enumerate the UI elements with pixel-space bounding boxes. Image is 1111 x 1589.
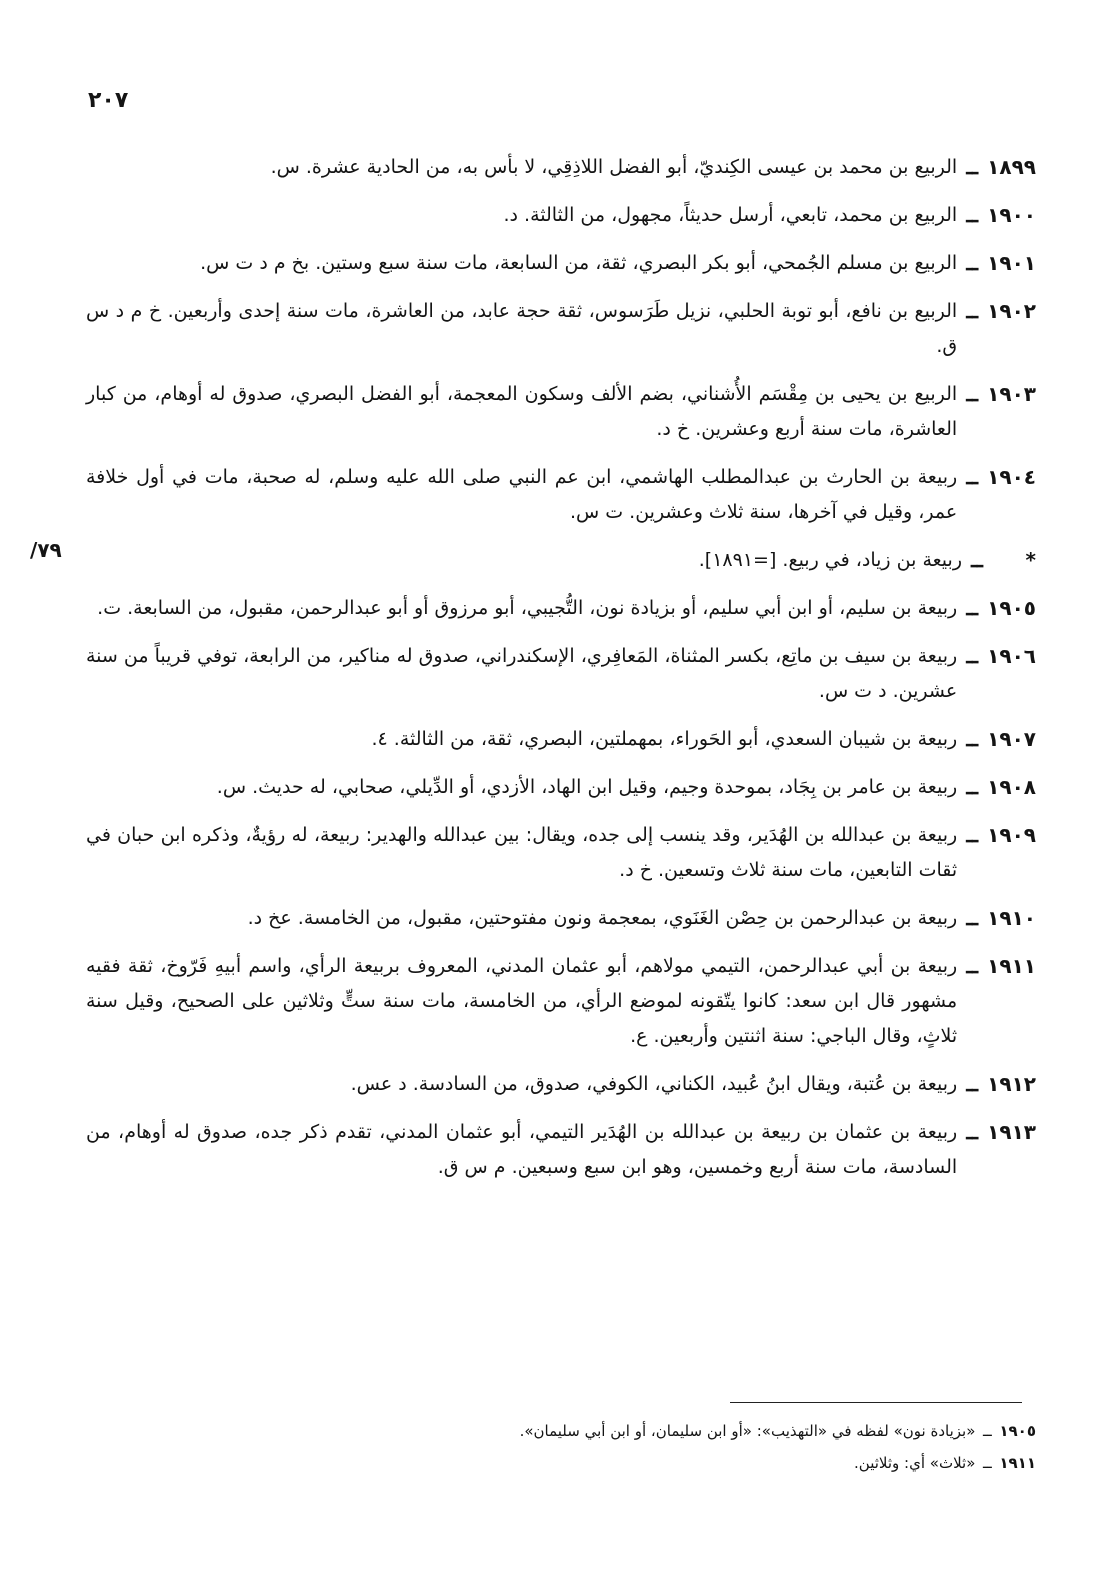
entry-text: الربيع بن نافع، أبو توبة الحلبي، نزيل طَرَسوس، ثقة حجة عابد، من العاشرة، مات سنة إحدى وأربعين. خ م د س ق. bbox=[86, 300, 958, 357]
entry-number: ١٩١٢ bbox=[987, 1072, 1036, 1096]
entry-number: ١٩٠٢ bbox=[987, 299, 1036, 323]
entry-dash: ــ bbox=[966, 727, 979, 751]
entry-number: ١٩٠١ bbox=[987, 251, 1036, 275]
entry bbox=[86, 818, 1036, 888]
entry-number: ١٩٠٥ bbox=[987, 596, 1036, 620]
margin-note: /٧٩ bbox=[30, 538, 62, 562]
entry-number: ١٩٠٧ bbox=[987, 727, 1036, 751]
entry-number: ١٩٠٣ bbox=[987, 382, 1036, 406]
entry-dash: ــ bbox=[966, 155, 979, 179]
entry-text: ربيعة بن عبدالله بن الهُدَير، وقد ينسب إلى جده، ويقال: بين عبدالله والهدير: ربيعة، له رؤيةٌ، وذكره ابن حبان في ثقات التابعين، مات سنة ثلاث وتسعين. خ د. bbox=[86, 824, 958, 881]
entry-dash: ــ bbox=[966, 382, 979, 406]
footnotes-list bbox=[86, 1418, 1036, 1482]
entry-text: ربيعة بن الحارث بن عبدالمطلب الهاشمي، ابن عم النبي صلى الله عليه وسلم، له صحبة، مات في أول خلافة عمر، وقيل في آخرها، سنة ثلاث وعشرين. ت س. bbox=[86, 466, 958, 523]
footnote bbox=[86, 1418, 1036, 1444]
entry bbox=[86, 639, 1036, 709]
footnote bbox=[86, 1450, 1036, 1476]
entry-dash: ــ bbox=[966, 596, 979, 620]
entry bbox=[86, 901, 1036, 936]
entry-number: ١٨٩٩ bbox=[987, 155, 1036, 179]
footnote-dash: ــ bbox=[982, 1422, 992, 1440]
entry-number: ١٩١١ bbox=[987, 954, 1036, 978]
entry-dash: ــ bbox=[966, 823, 979, 847]
entry-dash: ــ bbox=[971, 548, 983, 572]
entry bbox=[86, 1115, 1036, 1185]
entry-text: ربيعة بن عثمان بن ربيعة بن عبدالله بن الهُدَير التيمي، أبو عثمان المدني، تقدم ذكر جده، صدوق له أوهام، من السادسة، مات سنة أربع وخمسين، وهو ابن سبع وسبعين. م س ق. bbox=[86, 1121, 958, 1178]
entry-text: ربيعة بن أبي عبدالرحمن، التيمي مولاهم، أبو عثمان المدني، المعروف بربيعة الرأي، واسم أبيهِ فَرّوخ، ثقة فقيه مشهور قال ابن سعد: كانوا يتّقونه لموضع الرأي، من الخامسة، مات سنة ستٍّ وثلاثين على الصحيح، وقيل سنة ثلاثٍ، وقال الباجي: سنة اثنتين وأربعين. ع. bbox=[86, 955, 958, 1047]
entry-dash: ــ bbox=[966, 1072, 979, 1096]
entry bbox=[86, 1067, 1036, 1102]
footnote-number: ١٩١١ bbox=[999, 1454, 1036, 1472]
entry-number: ١٩٠٤ bbox=[987, 465, 1036, 489]
entry bbox=[86, 770, 1036, 805]
footnote-number: ١٩٠٥ bbox=[999, 1422, 1036, 1440]
entry-text: الربيع بن محمد بن عيسى الكِنديّ، أبو الفضل اللاذِقِي، لا بأس به، من الحادية عشرة. س. bbox=[270, 156, 958, 178]
entry-dash: ــ bbox=[966, 775, 979, 799]
entry-text: ربيعة بن سيف بن ماتِع، بكسر المثناة، المَعافِري، الإسكندراني، صدوق له مناكير، من الرابعة، توفي قريباً من سنة عشرين. د ت س. bbox=[86, 645, 958, 702]
entry bbox=[86, 543, 1036, 578]
entry-number: ١٩٠٩ bbox=[987, 823, 1036, 847]
footnote-divider bbox=[730, 1402, 1022, 1403]
entry-text: ربيعة بن شيبان السعدي، أبو الحَوراء، بمهملتين، البصري، ثقة، من الثالثة. ٤. bbox=[371, 728, 958, 750]
entry-dash: ــ bbox=[966, 251, 979, 275]
entry-number: ١٩١٠ bbox=[987, 906, 1036, 930]
entry-number: ١٩٠٠ bbox=[987, 203, 1036, 227]
entry bbox=[86, 377, 1036, 447]
footnote-dash: ــ bbox=[982, 1454, 992, 1472]
entry bbox=[86, 460, 1036, 530]
entry-text: ربيعة بن عامر بن بِجَاد، بموحدة وجيم، وقيل ابن الهاد، الأزدي، أو الدِّيلي، صحابي، له حديث. س. bbox=[216, 776, 958, 798]
entry-dash: ــ bbox=[966, 465, 979, 489]
entry-number: ١٩٠٦ bbox=[987, 644, 1036, 668]
entry-text: ربيعة بن عبدالرحمن بن حِصْن الغَنَوي، بمعجمة ونون مفتوحتين، مقبول، من الخامسة. عخ د. bbox=[247, 907, 958, 929]
entry-dash: ــ bbox=[966, 299, 979, 323]
entry-text: الربيع بن يحيى بن مِقْسَم الأُشناني، بضم الألف وسكون المعجمة، أبو الفضل البصري، صدوق له أوهام، من كبار العاشرة، مات سنة أربع وعشرين. خ د. bbox=[86, 383, 958, 440]
entry-text: الربيع بن محمد، تابعي، أرسل حديثاً، مجهول، من الثالثة. د. bbox=[503, 204, 958, 226]
page-number: ٢٠٧ bbox=[88, 88, 129, 113]
entry-dash: ــ bbox=[966, 1120, 979, 1144]
entry-dash: ــ bbox=[966, 906, 979, 930]
entry-dash: ــ bbox=[966, 203, 979, 227]
entry-number: ١٩٠٨ bbox=[987, 775, 1036, 799]
entry-number: * bbox=[1025, 548, 1036, 572]
entry-dash: ــ bbox=[966, 954, 979, 978]
entry-text: ربيعة بن عُتبة، ويقال ابنُ عُبيد، الكناني، الكوفي، صدوق، من السادسة. د عس. bbox=[350, 1073, 958, 1095]
entry-number: ١٩١٣ bbox=[987, 1120, 1036, 1144]
footnote-text: «بزيادة نون» لفظه في «التهذيب»: «أو ابن سليمان، أو ابن أبي سليمان». bbox=[519, 1422, 976, 1440]
entries-list bbox=[86, 150, 1036, 1198]
entry bbox=[86, 150, 1036, 185]
entry-text: ربيعة بن سليم، أو ابن أبي سليم، أو بزيادة نون، التُّجيبي، أبو مرزوق أو أبو عبدالرحمن، مقبول، من السابعة. ت. bbox=[97, 597, 958, 619]
entry bbox=[86, 949, 1036, 1054]
entry bbox=[86, 198, 1036, 233]
entry bbox=[86, 591, 1036, 626]
entry-text: ربيعة بن زياد، في ربيع. [=١٨٩١]. bbox=[698, 549, 962, 571]
entry-dash: ــ bbox=[966, 644, 979, 668]
footnote-text: «ثلاث» أي: وثلاثين. bbox=[854, 1454, 976, 1472]
entry-text: الربيع بن مسلم الجُمحي، أبو بكر البصري، ثقة، من السابعة، مات سنة سبع وستين. بخ م د ت س. bbox=[200, 252, 958, 274]
entry bbox=[86, 722, 1036, 757]
entry bbox=[86, 246, 1036, 281]
entry bbox=[86, 294, 1036, 364]
